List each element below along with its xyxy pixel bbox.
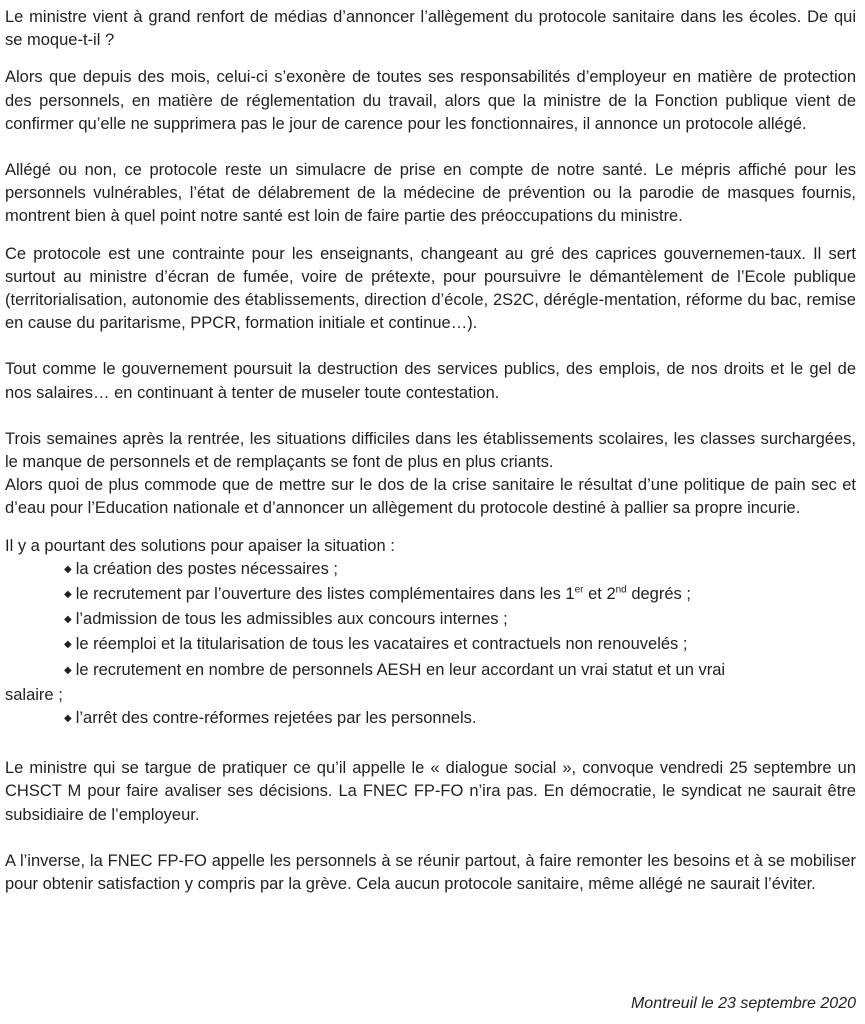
list-item-text: l’arrêt des contre-réformes rejetées par les personnels. xyxy=(75,709,477,728)
paragraph-convenient: Alors quoi de plus commode que de mettre sur le dos de la crise sanitaire le résultat d’une politique de pain sec et d’eau pour l’Education nationale et d’annoncer un allègement du protocole destiné à pallier sa propre incurie. xyxy=(5,476,856,518)
list-item xyxy=(64,558,856,583)
diamond-bullet-icon: ◆ xyxy=(64,713,72,725)
diamond-bullet-icon: ◆ xyxy=(64,614,72,626)
signature-date: Montreuil le 23 septembre 2020 xyxy=(630,995,856,1012)
list-item-text: le recrutement par l’ouverture des listes complémentaires dans les 1 xyxy=(75,585,575,604)
superscript-second: nd xyxy=(615,584,627,596)
paragraph-call-to-action: A l’inverse, la FNEC FP-FO appelle les personnels à se réunir partout, à faire remonter les besoins et à se mobiliser pour obtenir satisfaction y compris par la grève. Cela aucun protocole sanitaire, même allégé ne saurait l’éviter. xyxy=(5,851,856,894)
diamond-bullet-icon: ◆ xyxy=(64,589,72,601)
diamond-bullet-icon: ◆ xyxy=(64,664,72,676)
paragraph-intro: Le ministre vient à grand renfort de médias d’annoncer l’allègement du protocole sanitaire dans les écoles. De qui se moque-t-il ? xyxy=(5,8,856,50)
list-item xyxy=(5,659,856,707)
paragraph-government: Tout comme le gouvernement poursuit la destruction des services publics, des emplois, de nos droits et le gel de nos salaires… en continuant à tenter de museler toute contestation. xyxy=(5,360,856,402)
superscript-first: er xyxy=(574,584,584,596)
paragraph-three-weeks: Trois semaines après la rentrée, les situations difficiles dans les établissements scolaires, les classes surchargées, le manque de personnels et de remplaçants se font de plus en plus criants. xyxy=(5,429,856,472)
list-item-text: et 2 xyxy=(583,585,616,604)
list-item-text: l’admission de tous les admissibles aux concours internes ; xyxy=(75,610,508,629)
paragraph-constraint: Ce protocole est une contrainte pour les enseignants, changeant au gré des caprices gouvernemen-taux. Il sert surtout au ministre d’écran de fumée, voire de prétexte, pour poursuivre le démantèlement de l’Ecole publique (territorialisation, autonomie des établissements, direction d’école, 2S2C, dérégle-mentation, réforme du bac, remise en cause du paritarisme, PPCR, formation initiale et continue…). xyxy=(5,244,856,333)
list-item-text: le recrutement en nombre de personnels AESH en leur accordant un vrai statut et un vrai xyxy=(75,660,726,679)
list-item xyxy=(64,633,856,658)
list-item xyxy=(64,583,856,608)
list-item-text: degrés ; xyxy=(626,585,691,604)
paragraph-health: Allégé ou non, ce protocole reste un simulacre de prise en compte de notre santé. Le mépris affiché pour les personnels vulnérables, l’état de délabrement de la médecine de prévention ou la parodie de masques fournis, montrent bien à quel point notre santé est loin de faire partie des préoccupations du ministre. xyxy=(5,161,856,226)
list-item xyxy=(64,608,856,633)
list-item-text-continued: salaire ; xyxy=(5,685,63,704)
diamond-bullet-icon: ◆ xyxy=(64,639,72,651)
document-body xyxy=(5,6,856,896)
diamond-bullet-icon: ◆ xyxy=(64,563,72,575)
paragraph-solutions-intro: Il y a pourtant des solutions pour apaiser la situation : xyxy=(5,536,395,555)
list-item-text: la création des postes nécessaires ; xyxy=(75,559,339,578)
paragraph-responsibilities: Alors que depuis des mois, celui-ci s’exonère de toutes ses responsabilités d’employeur en matière de protection des personnels, en matière de réglementation du travail, alors que la ministre de la Fonction publique vient de confirmer qu’elle ne supprimera pas le jour de carence pour les fonctionnaires, il annonce un protocole allégé. xyxy=(5,68,856,133)
list-item xyxy=(64,707,856,732)
paragraph-social-dialogue: Le ministre qui se targue de pratiquer ce qu’il appelle le « dialogue social », convoque vendredi 25 septembre un CHSCT M pour faire avaliser ses décisions. La FNEC FP-FO n’ira pas. En démocratie, le syndicat ne saurait être subsidiaire de l’employeur. xyxy=(5,759,856,824)
demands-list xyxy=(5,558,856,732)
list-item-text: le réemploi et la titularisation de tous les vacataires et contractuels non renouvelés ; xyxy=(75,635,688,654)
